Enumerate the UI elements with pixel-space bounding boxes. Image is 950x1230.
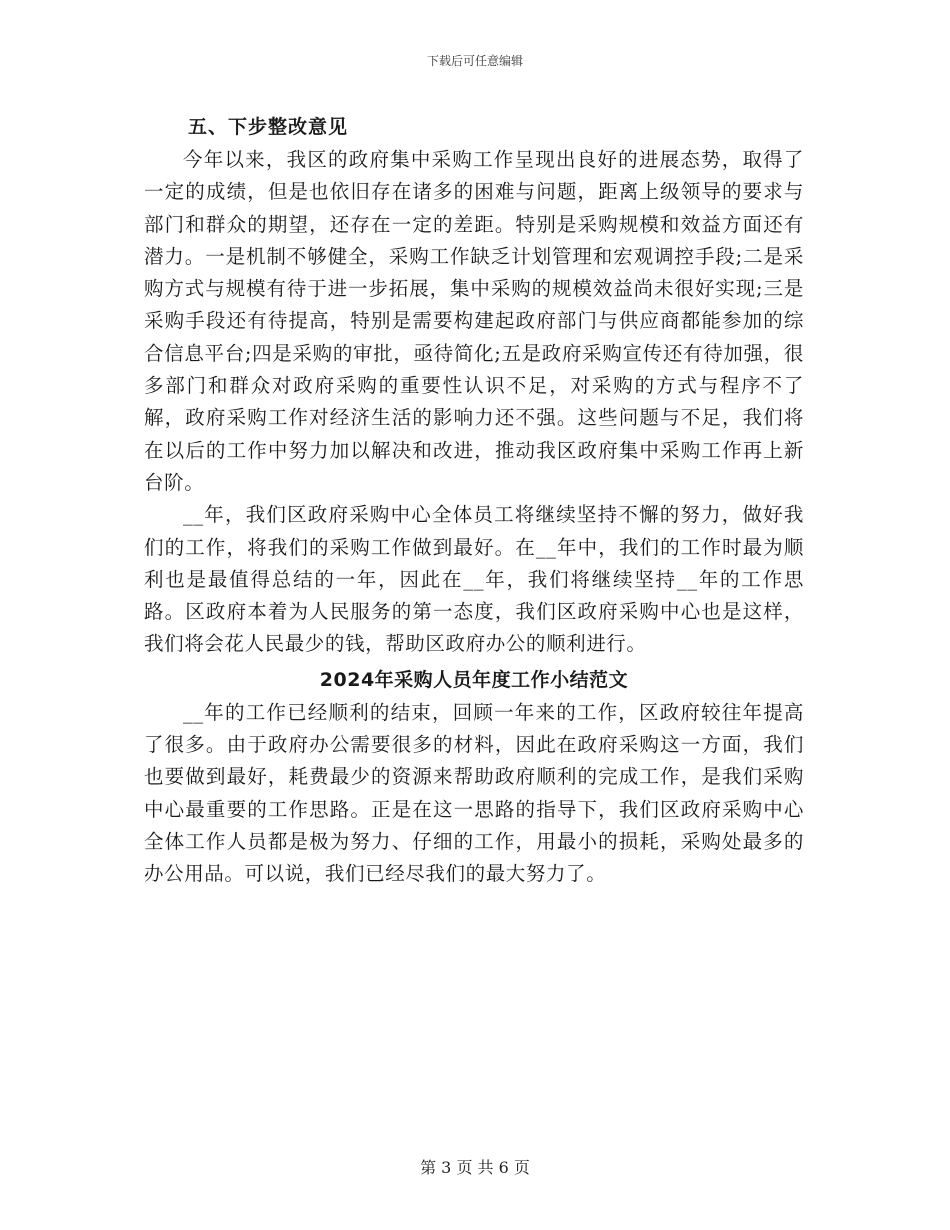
section-heading: 五、下步整改意见 <box>188 116 349 138</box>
header-note: 下载后可任意编辑 <box>426 54 523 68</box>
document-body <box>144 110 804 891</box>
article-title: 2024年采购人员年度工作小结范文 <box>319 668 629 691</box>
body-paragraph: __年的工作已经顺利的结束，回顾一年来的工作，区政府较往年提高了很多。由于政府办公需要很多的材料，因此在政府采购这一方面，我们也要做到最好，耗费最少的资源来帮助政府顺利的完成工作，是我们采购中心最重要的工作思路。正是在这一思路的指导下，我们区政府采购中心全体工作人员都是极为努力、仔细的工作，用最小的损耗，采购处最多的办公用品。可以说，我们已经尽我们的最大努力了。 <box>144 700 804 886</box>
body-paragraph: 今年以来，我区的政府集中采购工作呈现出良好的进展态势，取得了一定的成绩，但是也依旧存在诸多的困难与问题，距离上级领导的要求与部门和群众的期望，还存在一定的差距。特别是采购规模和效益方面还有潜力。一是机制不够健全，采购工作缺乏计划管理和宏观调控手段;二是采购方式与规模有待于进一步拓展，集中采购的规模效益尚未很好实现;三是采购手段还有待提高，特别是需要构建起政府部门与供应商都能参加的综合信息平台;四是采购的审批，亟待简化;五是政府采购宣传还有待加强，很多部门和群众对政府采购的重要性认识不足，对采购的方式与程序不了解，政府采购工作对经济生活的影响力还不强。这些问题与不足，我们将在以后的工作中努力加以解决和改进，推动我区政府集中采购工作再上新台阶。 <box>144 148 804 494</box>
page-number: 第 3 页 共 6 页 <box>420 1158 530 1177</box>
body-paragraph: __年，我们区政府采购中心全体员工将继续坚持不懈的努力，做好我们的工作，将我们的采购工作做到最好。在__年中，我们的工作时最为顺利也是最值得总结的一年，因此在__年，我们将继续坚持__年的工作思路。区政府本着为人民服务的第一态度，我们区政府采购中心也是这样，我们将会花人民最少的钱，帮助区政府办公的顺利进行。 <box>144 503 804 656</box>
